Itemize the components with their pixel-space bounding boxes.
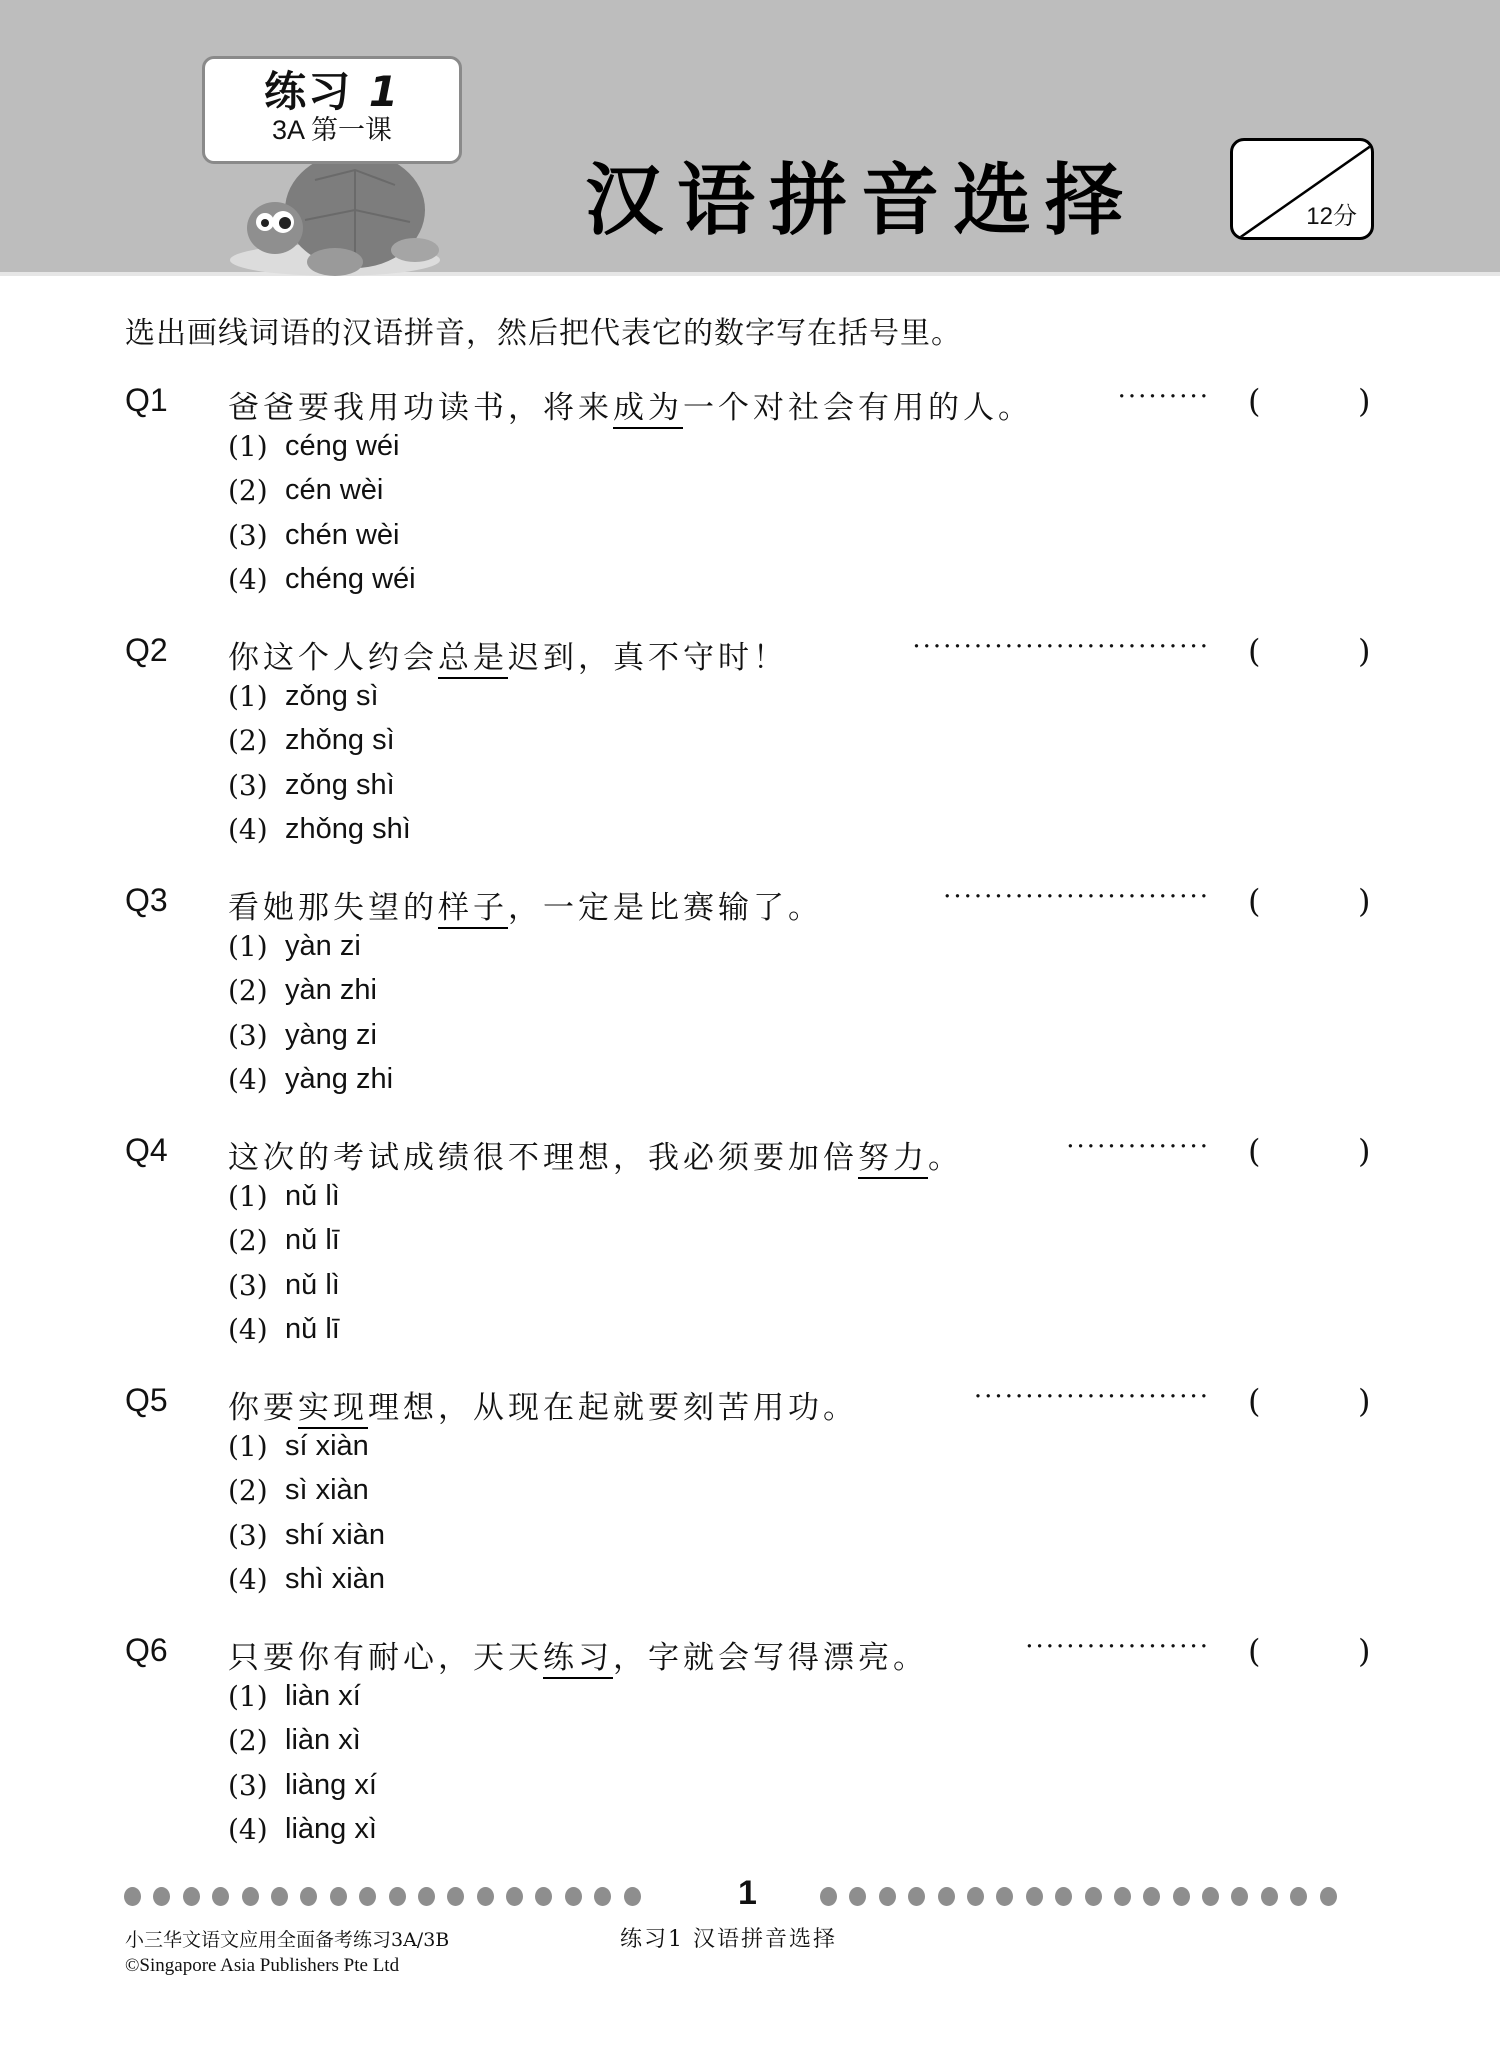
option-pinyin: liàn xì xyxy=(285,1724,361,1757)
paren-open: ( xyxy=(1248,1132,1261,1170)
option-pinyin: sì xiàn xyxy=(285,1474,369,1507)
option-number: (1) xyxy=(228,1679,268,1713)
option-3 xyxy=(228,1013,393,1058)
options-list xyxy=(228,1424,385,1602)
underlined-word: 总是 xyxy=(438,640,508,679)
leader-dots: ········· xyxy=(1117,382,1210,412)
question-label: Q4 xyxy=(125,1132,168,1168)
footer-dot-icon xyxy=(183,1887,200,1906)
options-list xyxy=(228,1674,377,1852)
footer-dot-icon xyxy=(849,1887,866,1906)
paren-close: ) xyxy=(1358,1382,1371,1420)
option-3 xyxy=(228,1263,340,1308)
question-1 xyxy=(0,382,1500,622)
leader-dots: ····························· xyxy=(912,632,1210,662)
footer-dot-icon xyxy=(389,1887,406,1906)
footer-dot-icon xyxy=(477,1887,494,1906)
underlined-word: 实现 xyxy=(298,1390,368,1429)
option-number: (4) xyxy=(228,813,268,847)
footer-dot-icon xyxy=(300,1887,317,1906)
option-2 xyxy=(228,1219,340,1264)
footer-dot-icon xyxy=(1290,1887,1307,1906)
question-label: Q2 xyxy=(125,632,168,668)
option-number: (1) xyxy=(228,429,268,463)
footer-dot-icon xyxy=(153,1887,170,1906)
paren-open: ( xyxy=(1248,1632,1261,1670)
option-1 xyxy=(228,1174,340,1219)
answer-blank[interactable] xyxy=(1270,634,1356,672)
option-pinyin: shì xiàn xyxy=(285,1563,385,1596)
option-3 xyxy=(228,1513,385,1558)
copyright: ©Singapore Asia Publishers Pte Ltd xyxy=(125,1955,400,1976)
option-number: (2) xyxy=(228,724,268,758)
option-pinyin: yàng zhi xyxy=(285,1063,394,1096)
paren-close: ) xyxy=(1358,1132,1371,1170)
lesson-label: 3A 第一课 xyxy=(271,115,393,145)
leader-dots: ·················· xyxy=(1025,1632,1210,1662)
option-number: (2) xyxy=(228,474,268,508)
option-4 xyxy=(228,808,411,853)
option-pinyin: yàng zi xyxy=(285,1018,377,1051)
option-number: (2) xyxy=(228,1224,268,1258)
option-3 xyxy=(228,513,416,558)
underlined-word: 练习 xyxy=(543,1640,613,1679)
options-list xyxy=(228,1174,340,1352)
option-number: (4) xyxy=(228,1813,268,1847)
option-2 xyxy=(228,1469,385,1514)
option-number: (2) xyxy=(228,1724,268,1758)
footer-dot-icon xyxy=(124,1887,141,1906)
answer-blank[interactable] xyxy=(1270,1384,1356,1422)
sentence-after: 理想，从现在起就要刻苦用功。 xyxy=(368,1390,858,1426)
footer-dot-icon xyxy=(1026,1887,1043,1906)
option-3 xyxy=(228,763,411,808)
option-pinyin: nǔ lī xyxy=(285,1224,340,1257)
option-2 xyxy=(228,969,393,1014)
leader-dots: ·························· xyxy=(943,882,1210,912)
sentence-before: 爸爸要我用功读书，将来 xyxy=(228,390,613,426)
footer-dot-icon xyxy=(242,1887,259,1906)
option-number: (4) xyxy=(228,1563,268,1597)
sentence-before: 这次的考试成绩很不理想，我必须要加倍 xyxy=(228,1140,858,1176)
sentence-after: 。 xyxy=(928,1140,963,1176)
option-number: (4) xyxy=(228,1063,268,1097)
footer-dot-icon xyxy=(271,1887,288,1906)
footer-dot-icon xyxy=(506,1887,523,1906)
option-pinyin: liàng xí xyxy=(285,1768,377,1801)
option-4 xyxy=(228,1558,385,1603)
footer-dots-left xyxy=(124,1887,641,1907)
leader-dots: ······················· xyxy=(973,1382,1210,1412)
options-list xyxy=(228,424,416,602)
option-1 xyxy=(228,1674,377,1719)
question-label: Q6 xyxy=(125,1632,168,1668)
option-pinyin: zhǒng shì xyxy=(285,813,411,846)
option-1 xyxy=(228,1424,385,1469)
footer-dot-icon xyxy=(1173,1887,1190,1906)
answer-blank[interactable] xyxy=(1270,1634,1356,1672)
options-list xyxy=(228,924,393,1102)
option-2 xyxy=(228,1719,377,1764)
footer-dot-icon xyxy=(908,1887,925,1906)
option-pinyin: céng wéi xyxy=(285,429,400,462)
footer-dot-icon xyxy=(212,1887,229,1906)
question-sentence xyxy=(228,1382,858,1427)
footer-dot-icon xyxy=(1320,1887,1337,1906)
option-number: (3) xyxy=(228,768,268,802)
question-2 xyxy=(0,632,1500,872)
option-number: (1) xyxy=(228,1179,268,1213)
option-pinyin: zhǒng sì xyxy=(285,724,395,757)
option-number: (1) xyxy=(228,1429,268,1463)
exercise-label-text: 练习 xyxy=(264,67,353,116)
question-label: Q1 xyxy=(125,382,168,418)
option-3 xyxy=(228,1763,377,1808)
sentence-after: ，字就会写得漂亮。 xyxy=(613,1640,928,1676)
option-4 xyxy=(228,558,416,603)
score-total: 12分 xyxy=(1306,203,1357,230)
option-pinyin: nǔ lì xyxy=(285,1268,340,1301)
option-pinyin: chén wèi xyxy=(285,518,400,551)
footer-dot-icon xyxy=(1114,1887,1131,1906)
sentence-before: 你要 xyxy=(228,1390,298,1426)
page-number: 1 xyxy=(738,1874,757,1912)
option-number: (3) xyxy=(228,518,268,552)
option-number: (3) xyxy=(228,1518,268,1552)
footer-dot-icon xyxy=(447,1887,464,1906)
option-2 xyxy=(228,719,411,764)
option-4 xyxy=(228,1808,377,1853)
option-number: (4) xyxy=(228,563,268,597)
answer-blank[interactable] xyxy=(1270,1134,1356,1172)
footer-dots-right xyxy=(820,1887,1337,1907)
option-pinyin: zǒng sì xyxy=(285,679,379,712)
book-title: 小三华文语文应用全面备考练习3A/3B xyxy=(125,1929,450,1951)
exercise-title xyxy=(205,69,459,115)
option-pinyin: chéng wéi xyxy=(285,563,416,596)
exercise-label-box xyxy=(202,56,462,164)
option-pinyin: yàn zi xyxy=(285,929,361,962)
question-sentence xyxy=(228,382,1033,427)
question-3 xyxy=(0,882,1500,1122)
footer-dot-icon xyxy=(565,1887,582,1906)
instruction-text: 选出画线词语的汉语拼音，然后把代表它的数字写在括号里。 xyxy=(125,316,962,351)
options-list xyxy=(228,674,411,852)
question-sentence xyxy=(228,1132,963,1177)
paren-close: ) xyxy=(1358,632,1371,670)
answer-blank[interactable] xyxy=(1270,384,1356,422)
footer-dot-icon xyxy=(594,1887,611,1906)
option-number: (1) xyxy=(228,929,268,963)
question-sentence xyxy=(228,882,823,927)
footer-dot-icon xyxy=(535,1887,552,1906)
option-pinyin: nǔ lì xyxy=(285,1179,340,1212)
sentence-before: 只要你有耐心，天天 xyxy=(228,1640,543,1676)
footer-dot-icon xyxy=(418,1887,435,1906)
question-sentence xyxy=(228,632,788,677)
footer-dot-icon xyxy=(820,1887,837,1906)
option-pinyin: sí xiàn xyxy=(285,1429,369,1462)
footer-dot-icon xyxy=(1231,1887,1248,1906)
option-pinyin: zǒng shì xyxy=(285,768,395,801)
footer-dot-icon xyxy=(624,1887,641,1906)
option-number: (1) xyxy=(228,679,268,713)
option-1 xyxy=(228,674,411,719)
sentence-after: ，一定是比赛输了。 xyxy=(508,890,823,926)
option-number: (2) xyxy=(228,1474,268,1508)
underlined-word: 成为 xyxy=(613,390,683,429)
paren-close: ) xyxy=(1358,882,1371,920)
option-4 xyxy=(228,1308,340,1353)
leader-dots: ·············· xyxy=(1066,1132,1210,1162)
footer-section-title: 练习1 汉语拼音选择 xyxy=(620,1927,837,1952)
footer-dot-icon xyxy=(1055,1887,1072,1906)
footer-dot-icon xyxy=(359,1887,376,1906)
option-pinyin: liàn xí xyxy=(285,1679,361,1712)
option-number: (3) xyxy=(228,1018,268,1052)
question-label: Q3 xyxy=(125,882,168,918)
paren-close: ) xyxy=(1358,382,1371,420)
paren-open: ( xyxy=(1248,382,1261,420)
sentence-before: 你这个人约会 xyxy=(228,640,438,676)
question-6 xyxy=(0,1632,1500,1872)
option-pinyin: nǔ lī xyxy=(285,1313,340,1346)
option-4 xyxy=(228,1058,393,1103)
option-2 xyxy=(228,469,416,514)
footer-dot-icon xyxy=(1261,1887,1278,1906)
sentence-after: 一个对社会有用的人。 xyxy=(683,390,1033,426)
question-4 xyxy=(0,1132,1500,1372)
footer-dot-icon xyxy=(1143,1887,1160,1906)
option-number: (3) xyxy=(228,1268,268,1302)
option-number: (2) xyxy=(228,974,268,1008)
option-pinyin: liàng xì xyxy=(285,1813,377,1846)
footer-dot-icon xyxy=(879,1887,896,1906)
answer-blank[interactable] xyxy=(1270,884,1356,922)
question-label: Q5 xyxy=(125,1382,168,1418)
option-number: (3) xyxy=(228,1768,268,1802)
option-1 xyxy=(228,424,416,469)
sentence-after: 迟到，真不守时！ xyxy=(508,640,788,676)
underlined-word: 努力 xyxy=(858,1140,928,1179)
paren-open: ( xyxy=(1248,882,1261,920)
score-box[interactable] xyxy=(1230,138,1374,240)
paren-close: ) xyxy=(1358,1632,1371,1670)
question-5 xyxy=(0,1382,1500,1622)
underlined-word: 样子 xyxy=(438,890,508,929)
option-pinyin: shí xiàn xyxy=(285,1518,385,1551)
footer-dot-icon xyxy=(967,1887,984,1906)
footer-dot-icon xyxy=(330,1887,347,1906)
option-pinyin: cén wèi xyxy=(285,474,384,507)
option-1 xyxy=(228,924,393,969)
exercise-number: 1 xyxy=(368,67,400,116)
page-title: 汉语拼音选择 xyxy=(585,156,1138,246)
paren-open: ( xyxy=(1248,632,1261,670)
option-pinyin: yàn zhi xyxy=(285,974,377,1007)
footer-dot-icon xyxy=(996,1887,1013,1906)
question-sentence xyxy=(228,1632,928,1677)
turtle-mascot-icon xyxy=(205,150,455,278)
sentence-before: 看她那失望的 xyxy=(228,890,438,926)
footer-dot-icon xyxy=(938,1887,955,1906)
footer-dot-icon xyxy=(1085,1887,1102,1906)
paren-open: ( xyxy=(1248,1382,1261,1420)
footer-dot-icon xyxy=(1202,1887,1219,1906)
option-number: (4) xyxy=(228,1313,268,1347)
